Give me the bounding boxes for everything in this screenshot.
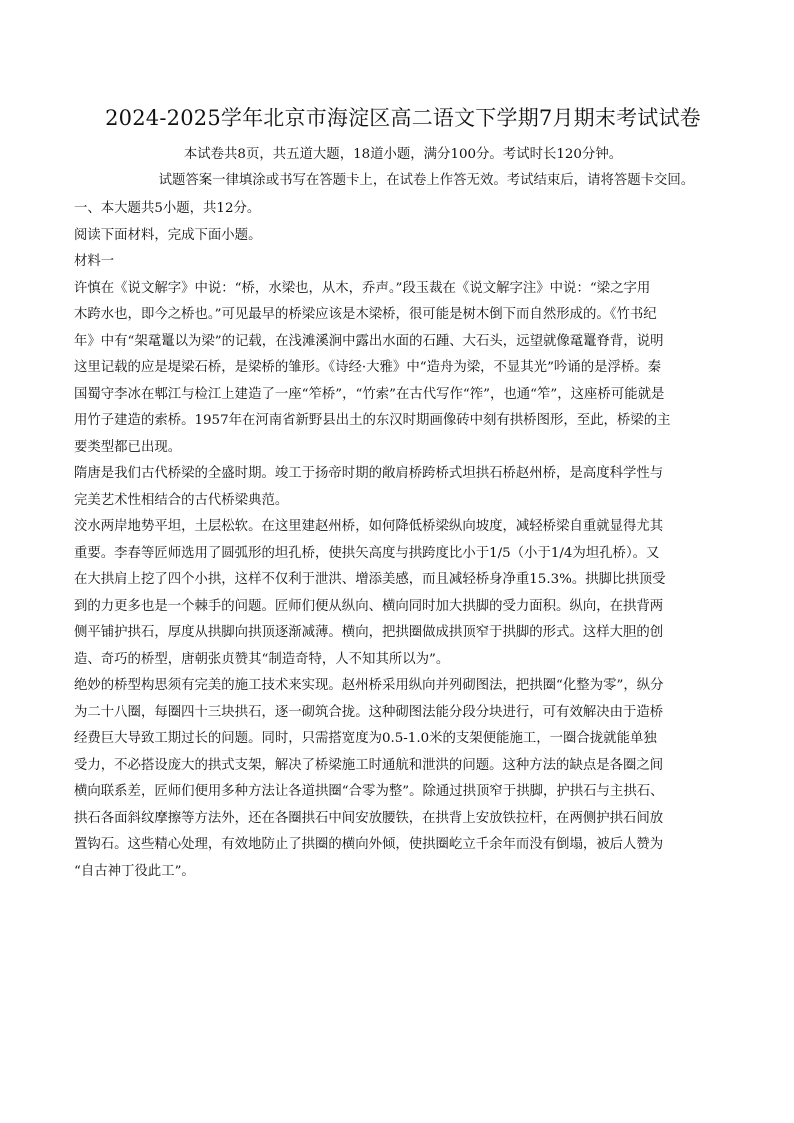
- paragraph-line: 为二十八圈，每圈四十三块拱石，逐一砌筑合拢。这种砌图法能分段分块进行，可有效解决由于造桥: [74, 704, 664, 720]
- paragraph-line: 这里记载的应是堤梁石桥，是梁桥的雏形。《诗经·大雅》中“造舟为梁，不显其光”吟诵的是浮桥。秦: [74, 360, 662, 375]
- paragraph-line: 许慎在《说文解字》中说：“桥，水梁也，从木，乔声。”段玉裁在《说文解字注》中说：“梁之字用: [74, 280, 651, 296]
- paragraph-line: 造、奇巧的桥型，唐朝张贞赞其“制造奇特，人不知其所以为”。: [74, 651, 450, 667]
- paragraph-line: 到的力更多也是一个棘手的问题。匠师们便从纵向、横向同时加大拱脚的受力面积。纵向，在拱背两: [74, 598, 664, 614]
- section-heading: 一、本大题共5小题，共12分。: [74, 201, 261, 216]
- paragraph-line: 年》中有“架鼋鼍以为梁”的记载，在浅滩溪涧中露出水面的石踵、大石头，远望就像鼋鼍脊背，说明: [74, 333, 664, 349]
- paragraph-line: 侧平铺护拱石，厚度从拱脚向拱顶逐渐减薄。横向，把拱圈做成拱顶窄于拱脚的形式。这样大胆的创: [74, 625, 664, 640]
- paragraph-line: 置钩石。这些精心处理，有效地防止了拱圈的横向外倾，使拱圈屹立千余年而没有倒塌，被后人赞为: [74, 837, 664, 852]
- paragraph-line: 隋唐是我们古代桥梁的全盛时期。竣工于扬帝时期的敞肩桥跨桥式坦拱石桥赵州桥，是高度科学性与: [74, 466, 664, 481]
- reading-instruction: 阅读下面材料，完成下面小题。: [74, 227, 262, 243]
- paragraph-line: 要类型都已出现。: [74, 439, 182, 455]
- paragraph-line: 国蜀守李冰在郫江与检江上建造了一座“笮桥”，“竹索”在古代写作“筰”，也通“笮”，这座桥可能就是: [74, 386, 665, 402]
- paragraph-3: [74, 514, 732, 673]
- exam-info: 本试卷共8页，共五道大题，18道小题，满分100分。考试时长120分钟。: [183, 147, 623, 162]
- paragraph-line: 完美艺术性相结合的古代桥梁典范。: [74, 492, 289, 508]
- paragraph-1: [74, 276, 732, 462]
- exam-title: 2024-2025学年北京市海淀区高二语文下学期7月期末考试试卷: [105, 106, 701, 130]
- paragraph-line: 经费巨大导致工期过长的问题。同时，只需搭宽度为0.5-1.0米的支架便能施工，一圈合拢就能单独: [74, 731, 657, 746]
- material-label: 材料一: [74, 254, 115, 269]
- paragraph-line: 受力，不必搭设庞大的拱式支架，解决了桥梁施工时通航和泄洪的问题。这种方法的缺点是各圈之间: [74, 757, 664, 773]
- paragraph-line: 绝妙的桥型构思须有完美的施工技术来实现。赵州桥采用纵向并列砌图法，把拱圈“化整为零”，纵分: [74, 678, 664, 693]
- paragraph-line: “自古神丁役此工”。: [74, 863, 195, 879]
- paragraph-line: 重要。李春等匠师选用了圆弧形的坦孔桥，使拱矢高度与拱跨度比小于1/5（小于1/4为坦孔桥）。又: [74, 545, 660, 561]
- paragraph-line: 在大拱肩上挖了四个小拱，这样不仅利于泄洪、增添美感，而且减轻桥身净重15.3%。拱脚比拱顶受: [74, 572, 666, 587]
- paragraph-line: 拱石各面斜纹摩擦等方法外，还在各圈拱石中间安放腰铁，在拱背上安放铁拉杆，在两侧护拱石间放: [74, 810, 664, 826]
- paragraph-line: 木跨水也，即今之桥也。”可见最早的桥梁应该是木梁桥，很可能是树木倒下而自然形成的。《竹书纪: [74, 307, 657, 322]
- paragraph-4: [74, 673, 732, 885]
- paragraph-2: [74, 461, 732, 514]
- exam-notice: 试题答案一律填涂或书写在答题卡上，在试卷上作答无效。考试结束后，请将答题卡交回。: [158, 173, 695, 188]
- paragraph-line: 用竹子建造的索桥。1957年在河南省新野县出土的东汉时期画像砖中刻有拱桥图形，至此，桥梁的主: [74, 413, 671, 428]
- paragraph-line: 横向联系差，匠师们便用多种方法让各道拱圈“合零为整”。除通过拱顶窄于拱脚，护拱石与主拱石、: [74, 784, 664, 799]
- paragraph-line: 洨水两岸地势平坦，土层松软。在这里建赵州桥，如何降低桥梁纵向坡度，减轻桥梁自重就显得尤其: [74, 519, 664, 534]
